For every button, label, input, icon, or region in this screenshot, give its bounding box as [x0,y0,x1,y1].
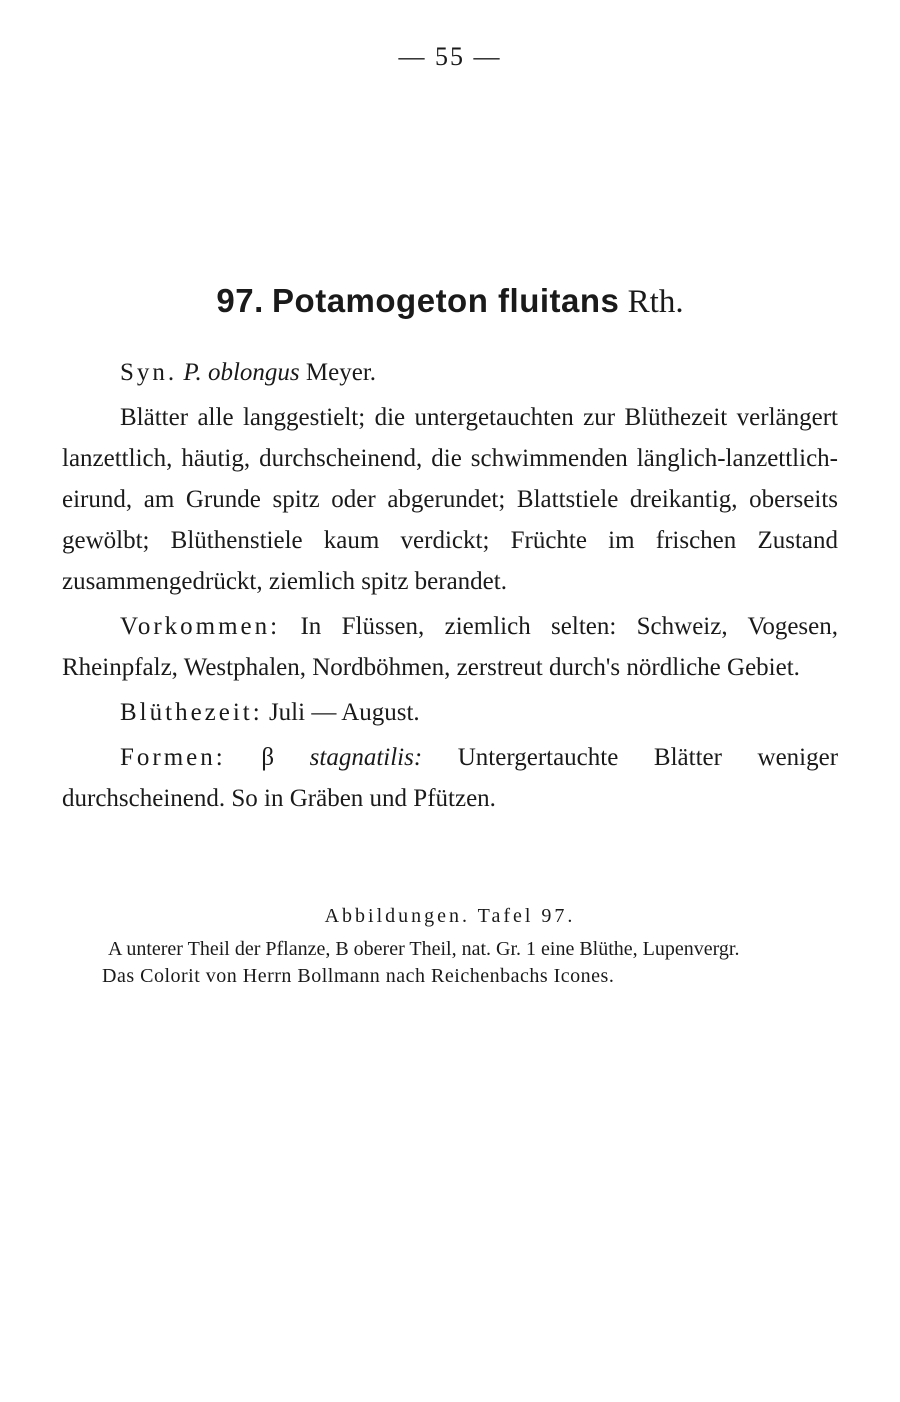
flowering-text: Juli — August. [268,699,420,726]
occurrence-label: Vorkommen: [120,613,281,640]
species-text [62,352,838,823]
flowering-label: Blüthezeit: [120,699,263,726]
synonym-species: oblongus [207,359,300,386]
species-number: 97. [216,282,264,319]
illustration-legend [62,902,838,990]
forms-paragraph [62,737,838,819]
illustrations-colorit-text: Das Colorit von Herrn Bollmann nach Reichenbachs Icones. [102,965,615,987]
synonym-genus: P. [183,359,202,386]
species-name: Potamogeton fluitans [272,282,620,319]
page-number: — 55 — [398,42,502,71]
synonym-label: Syn. [120,359,178,386]
species-heading [0,282,900,321]
forms-name: stagnatilis: [309,744,423,771]
occurrence-paragraph [62,606,838,688]
occurrence-text: In Flüssen, ziemlich selten: Schweiz, Vogesen, Rheinpfalz, Westphalen, Nordböhmen, zerstreut durch's nördliche Gebiet. [62,613,839,681]
illustrations-heading: Abbildungen. Tafel 97. [324,905,576,927]
synonym-author: Meyer. [305,359,377,386]
species-author: Rth. [627,284,684,320]
forms-greek: β [261,744,275,771]
illustrations-legend-text: A unterer Theil der Pflanze, B oberer Theil, nat. Gr. 1 eine Blüthe, Lupenvergr. [108,938,740,960]
forms-label: Formen: [120,744,226,771]
description-paragraph: Blätter alle langgestielt; die untergetauchten zur Blüthezeit verlängert lanzettlich, häutig, durchscheinend, die schwimmenden länglich-lanzettlich-eirund, am Grunde spitz oder abgerundet; Blattstiele dreikantig, oberseits gewölbt; Blüthenstiele kaum verdickt; Früchte im frischen Zustand zusammengedrückt, ziemlich spitz berandet. [62,404,838,595]
forms-text: Untergertauchte Blätter weniger durchscheinend. So in Gräben und Pfützen. [62,744,839,812]
synonym-paragraph [62,352,838,393]
flowering-paragraph [62,692,838,733]
